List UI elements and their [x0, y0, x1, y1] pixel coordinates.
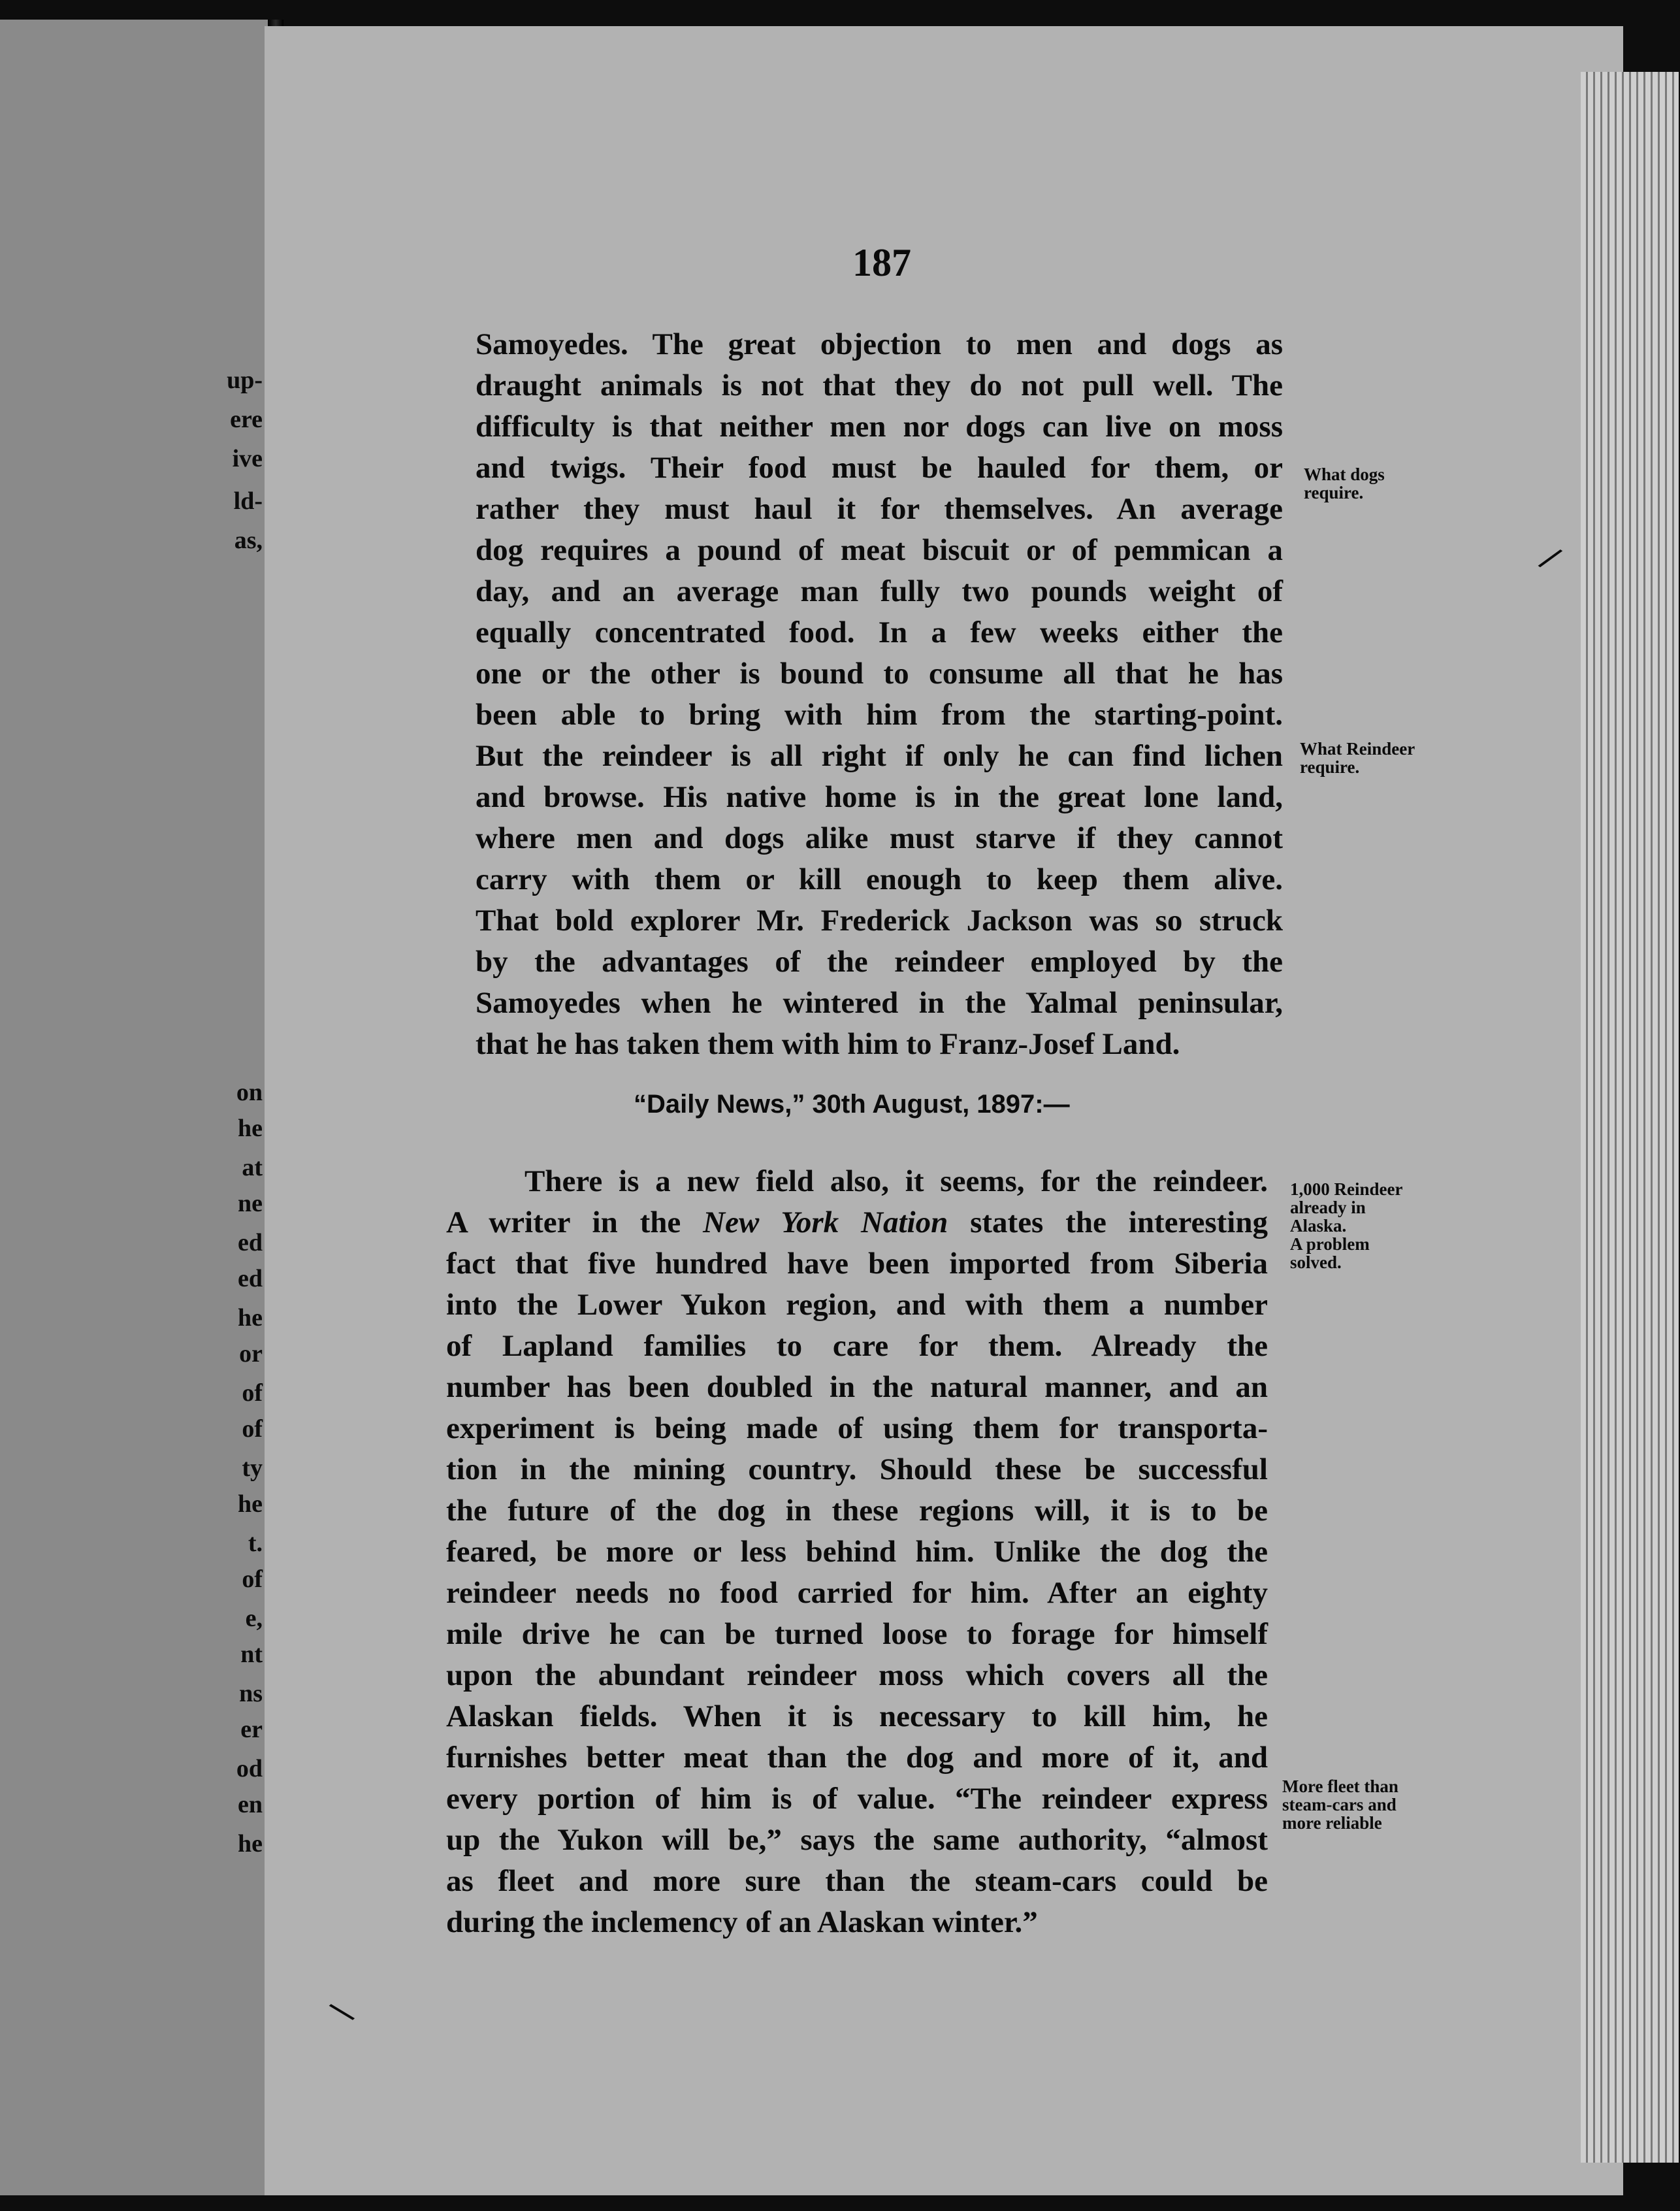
text-line: and browse. His native home is in the great lone land,: [476, 780, 1283, 814]
text-line: furnishes better meat than the dog and more of it, and: [446, 1741, 1268, 1775]
text-line: every portion of him is of value. “The reindeer express: [446, 1782, 1268, 1816]
margin-note-more-fleet: [1282, 1777, 1398, 1832]
left-page-fragment: ld-: [233, 487, 263, 515]
margin-note-line: What dogs: [1304, 465, 1385, 484]
text-line: one or the other is bound to consume all that he has: [476, 657, 1283, 691]
text-line: during the inclemency of an Alaskan winter.”: [446, 1905, 1038, 1939]
left-page-fragment: up-: [227, 367, 263, 394]
left-page: [0, 20, 268, 2195]
left-page-fragment: of: [242, 1379, 263, 1407]
left-page-fragment: er: [240, 1716, 263, 1743]
text-line: Samoyedes. The great objection to men and dogs as: [476, 327, 1283, 361]
page-mark: \: [323, 1991, 360, 2032]
left-page-fragment: he: [238, 1304, 263, 1332]
left-page-fragment: of: [242, 1415, 263, 1443]
publication-name: New York Nation: [703, 1205, 948, 1239]
left-page-fragment: ne: [238, 1190, 263, 1217]
margin-note-line: more reliable: [1282, 1813, 1382, 1833]
margin-note-line: Alaska.: [1290, 1216, 1347, 1236]
text-line: number has been doubled in the natural manner, and an: [446, 1370, 1268, 1404]
text-line: up the Yukon will be,” says the same authority, “almost: [446, 1823, 1268, 1857]
text-line: That bold explorer Mr. Frederick Jackson was so struck: [476, 904, 1283, 938]
left-page-fragment: ty: [242, 1454, 263, 1482]
page-mark: /: [1533, 537, 1568, 579]
left-page-fragment: t.: [248, 1530, 263, 1557]
page-number: 187: [852, 241, 911, 284]
left-page-fragment: nt: [240, 1641, 263, 1668]
text-line: fact that five hundred have been imported from Siberia: [446, 1247, 1268, 1281]
text-line: day, and an average man fully two pounds weight of: [476, 574, 1283, 608]
paragraph-2-line: [446, 1202, 1268, 1243]
text-line: upon the abundant reindeer moss which covers all the: [446, 1658, 1268, 1692]
text-line: Samoyedes when he wintered in the Yalmal peninsular,: [476, 986, 1283, 1020]
text-line: as fleet and more sure than the steam-cars could be: [446, 1864, 1268, 1898]
text-line: the future of the dog in these regions will, it is to be: [446, 1494, 1268, 1528]
left-page-text-fragments: [0, 20, 263, 2195]
text-line: mile drive he can be turned loose to forage for himself: [446, 1617, 1268, 1651]
left-page-fragment: ed: [238, 1229, 263, 1256]
text-line: where men and dogs alike must starve if they cannot: [476, 821, 1283, 855]
margin-note-line: 1,000 Reindeer: [1290, 1179, 1403, 1199]
text-line: tion in the mining country. Should these be successful: [446, 1452, 1268, 1486]
left-page-fragment: at: [242, 1154, 263, 1181]
margin-note-what-reindeer-require: [1300, 740, 1415, 776]
left-page-fragment: ere: [230, 406, 263, 433]
left-page-fragment: ed: [238, 1265, 263, 1292]
text-line: by the advantages of the reindeer employed by the: [476, 945, 1283, 979]
left-page-fragment: ive: [232, 445, 263, 472]
left-page-fragment: e,: [245, 1605, 263, 1632]
page-edges: [1581, 72, 1679, 2163]
paragraph-2: [446, 1161, 1268, 1943]
text-line: carry with them or kill enough to keep them alive.: [476, 862, 1283, 896]
margin-note-reindeer-in-alaska: [1290, 1180, 1402, 1271]
left-page-fragment: he: [238, 1830, 263, 1858]
text-line: But the reindeer is all right if only he can find lichen: [476, 739, 1283, 773]
line-text: A writer in the: [446, 1205, 703, 1239]
text-line: that he has taken them with him to Franz-Josef Land.: [476, 1027, 1180, 1061]
margin-note-line: already in: [1290, 1198, 1366, 1217]
text-line: rather they must haul it for themselves. An average: [476, 492, 1283, 526]
text-line: difficulty is that neither men nor dogs can live on moss: [476, 410, 1283, 444]
text-line: reindeer needs no food carried for him. After an eighty: [446, 1576, 1268, 1610]
margin-note-line: require.: [1300, 757, 1360, 777]
left-page-fragment: en: [238, 1791, 263, 1818]
line-text: states the interesting: [948, 1205, 1268, 1239]
margin-note-line: A problem: [1290, 1234, 1370, 1254]
margin-note-line: steam-cars and: [1282, 1795, 1397, 1814]
left-page-fragment: he: [238, 1115, 263, 1142]
left-page-fragment: or: [239, 1340, 263, 1368]
paragraph-2-line: There is a new field also, it seems, for the reindeer.: [525, 1164, 1268, 1198]
text-line: Alaskan fields. When it is necessary to kill him, he: [446, 1699, 1268, 1733]
left-page-fragment: of: [242, 1565, 263, 1593]
margin-note-what-dogs-require: [1304, 465, 1385, 502]
text-line: feared, be more or less behind him. Unlike the dog the: [446, 1535, 1268, 1569]
margin-note-line: More fleet than: [1282, 1777, 1398, 1796]
text-line: equally concentrated food. In a few weeks either the: [476, 615, 1283, 649]
paragraph-1: [476, 324, 1283, 1065]
text-line: of Lapland families to care for them. Already the: [446, 1329, 1268, 1363]
newspaper-heading: “Daily News,” 30th August, 1897:—: [634, 1090, 1070, 1119]
left-page-fragment: ns: [239, 1680, 263, 1707]
text-line: into the Lower Yukon region, and with them a number: [446, 1288, 1268, 1322]
margin-note-line: What Reindeer: [1300, 739, 1415, 759]
margin-note-line: require.: [1304, 483, 1364, 502]
text-line: experiment is being made of using them for transporta-: [446, 1411, 1268, 1445]
margin-note-line: solved.: [1290, 1253, 1342, 1272]
text-line: and twigs. Their food must be hauled for them, or: [476, 451, 1283, 485]
left-page-fragment: on: [236, 1079, 263, 1106]
text-line: draught animals is not that they do not pull well. The: [476, 368, 1283, 402]
left-page-fragment: as,: [234, 527, 263, 554]
left-page-fragment: he: [238, 1490, 263, 1518]
text-line: been able to bring with him from the starting-point.: [476, 698, 1283, 732]
left-page-fragment: od: [236, 1755, 263, 1782]
text-line: dog requires a pound of meat biscuit or of pemmican a: [476, 533, 1283, 567]
